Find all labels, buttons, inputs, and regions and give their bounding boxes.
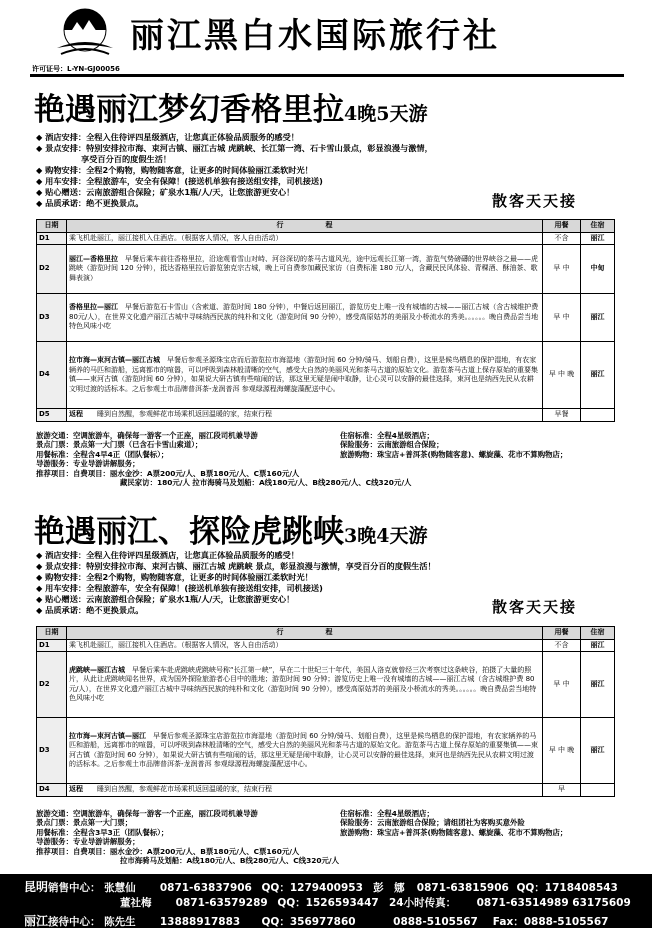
info-line: 旅游购物：珠宝店+普洱茶(购物随客意)、螺旋藻、花市不算购物店； [340, 827, 568, 837]
hotel-cell: 丽江 [581, 639, 615, 652]
tour2-bullet: ◆ 品质承诺：绝不更换景点。 [36, 605, 144, 615]
tour1-bullet: ◆ 购物安排：全程2个购物，购物随客意，让更多的时间体验丽江柔软时光！ [36, 165, 313, 175]
divider [30, 74, 624, 77]
tour2-info-left [36, 809, 339, 865]
hotel-cell: 丽江 [581, 342, 615, 409]
license-number: 许可证号：L-YN-GJ00056 [32, 65, 120, 73]
meal-cell: 早 [543, 784, 581, 797]
tour1-info-right [340, 431, 567, 459]
day-label: D2 [37, 245, 67, 294]
info-line: 保险服务：云南旅游组合保险；请组团社为客购买意外险 [340, 818, 525, 828]
day-text: 乘飞机赴丽江，丽江接机入住酒店。（根据客人情况，客人自由活动） [67, 639, 543, 652]
tour1-bullets [36, 132, 433, 209]
tour2-bullet: ◆ 用车安排：全程旅游车，安全有保障！(接送机单独有接送组安排，司机接送) [36, 583, 323, 593]
day-text: 早餐后乘车赴虎跳峡虎跳峡号称“长江第一峡”，早在二十世纪三十年代，美国人洛克就曾经三次考察过这条峡谷，拍摄了大量的照片，从此让虎跳峡闻名世界，成为国外探险旅游者心目中的胜地；游览时间 90 分钟；游览历史上唯一没有城墙的古城——丽江古城（含古城维护费 80元/人），在世界文化遗产丽江古城中寻味纳西民族的纯朴和文化（游览时间 90 分钟），感受高原姑苏的美丽及小桥流水的秀美。。。。。。晚自费品尝当地特色风味小吃 [69, 665, 537, 702]
day-route: 返程 [69, 410, 83, 418]
contact-qq: QQ：1279400953 [261, 882, 363, 894]
contact-phone: 0871-63579289 [175, 897, 268, 909]
info-line: 景点门票：景点第一大门票； [36, 818, 133, 828]
day-cell [67, 784, 543, 797]
day-text: 早餐后参观圣源珠宝店游览拉市海湿地（游览时间 60 分钟/骑马、划船自费），这里是候鸟栖息的保护湿地，有农家辆养的马匹和游船，远离都市的喧嚣，可以呼吸到森林般清晰的空气，感受大自然的美丽风光和茶马古道的原始文化。游览茶马古道上保存原始的重要集镇——束河古镇（游览时间 60 分钟），如果说大研古镇有些喧闹的话，那这里无疑是闹中取静，让心灵可以安静的最佳选择，束河也是纳西先民从农耕文明过渡的活标本。之后参观土市品牌普洱茶-龙润普洱 参观绿源程海螺旋藻配送中心。 [69, 731, 538, 768]
contact-qq: QQ：356977860 [261, 916, 356, 928]
contact-name: 彭 娜 [373, 882, 405, 894]
header-date: 日期 [37, 220, 67, 233]
day-label: D3 [37, 718, 67, 784]
table-row [37, 232, 615, 245]
tour1-bullet: ◆ 酒店安排：全程入住待评四星级酒店，让您真正体验品质服务的感受！ [36, 132, 299, 142]
tour1-bullet: ◆ 贴心赠送：云南旅游组合保险；矿泉水1瓶/人/天，让您旅游更安心！ [36, 187, 295, 197]
contact-qq: QQ：1526593447 [277, 897, 379, 909]
fax-label: 24小时传真： [388, 897, 457, 909]
tour2-bullet: ◆ 购物安排：全程2个购物，购物随客意，让更多的时间体验丽江柔软时光！ [36, 572, 313, 582]
day-label: D2 [37, 652, 67, 718]
day-text: 睡到自然醒，参观鲜花市场乘机返回温暖的家，结束行程 [97, 410, 272, 418]
tour1-itinerary-table [36, 219, 615, 422]
info-line: 导游服务：专业导游讲解服务； [36, 837, 140, 847]
meal-cell: 早餐 [543, 409, 581, 422]
header-meal: 用餐 [543, 627, 581, 640]
contact-phone: 0871-63837906 [159, 882, 252, 894]
tour1-daily-badge: 散客天天接 [492, 192, 578, 210]
header-itinerary: 行 程 [67, 220, 543, 233]
info-line: 导游服务：专业导游讲解服务； [36, 459, 140, 469]
footer-row-kunming-2 [24, 895, 631, 910]
hotel-cell: 丽江 [581, 232, 615, 245]
info-line: 推荐项目：自费项目：丽水金沙：A票200元/人、B票180元/人、C票160元/人 [36, 468, 300, 478]
meal-cell: 早 中 [543, 245, 581, 294]
info-line: 住宿标准：全程4星级酒店； [340, 809, 434, 818]
tour1-bullet: ◆ 景点安排：特别安排拉市海、束河古镇、丽江古城 虎跳峡、长江第一湾、石卡雪山景点，彰显浪漫与激情， [36, 143, 433, 153]
meal-cell: 早 中 [543, 652, 581, 718]
meal-cell: 早 中 晚 [543, 718, 581, 784]
table-row [37, 245, 615, 294]
tour2-itinerary-table [36, 626, 615, 797]
hotel-cell: 丽江 [581, 294, 615, 342]
day-route: 丽江—香格里拉 [69, 254, 118, 263]
day-label: D1 [37, 232, 67, 245]
day-text: 乘飞机赴丽江，丽江接机入住酒店。（根据客人情况，客人自由活动） [67, 232, 543, 245]
header-meal: 用餐 [543, 220, 581, 233]
info-line: 拉市海骑马及划船：A线180元/人、B线280元/人、C线320元/人 [120, 856, 339, 866]
day-route: 拉市海—束河古镇—丽江 [69, 731, 146, 740]
table-header-row [37, 627, 615, 640]
tour2-bullet: ◆ 景点安排：特别安排拉市海、束河古镇、丽江古城 虎跳峡 景点，彰显浪漫与激情，享受百分百的度假生活！ [36, 561, 436, 571]
info-line: 旅游交通：空调旅游车，确保每一游客一个正座，丽江段司机兼导游 [36, 809, 258, 818]
meal-cell: 早 中 晚 [543, 342, 581, 409]
hotel-cell [581, 784, 615, 797]
table-row [37, 784, 615, 797]
header-hotel: 住宿 [581, 627, 615, 640]
contact-phone: 13888917883 [159, 916, 241, 928]
table-header-row [37, 220, 615, 233]
meal-cell: 不含 [543, 639, 581, 652]
hotel-cell [581, 409, 615, 422]
day-text: 早餐后游览石卡雪山（含索道、游览时间 180 分钟），中餐后返回丽江，游览历史上唯一没有城墙的古城——丽江古城（含古城维护费 80元/人），在世界文化遗产丽江古城中寻味纳西民族的纯朴和文化（游览时间 90 分钟），感受高原姑苏的美丽及小桥流水的秀美。。。。。。晚自费品尝当地特色风味小吃 [69, 303, 539, 331]
contact-phone: 0888-5105567 [393, 916, 478, 928]
tour1-title-suffix: 4晚5天游 [344, 103, 428, 125]
contact-footer [0, 874, 652, 928]
tour1-bullet: 享受百分百的度假生活！ [81, 154, 172, 164]
day-route: 香格里拉—丽江 [69, 303, 118, 312]
tour2-title-suffix: 3晚4天游 [344, 525, 428, 547]
tour1-title [34, 84, 427, 129]
info-line: 藏民家访：180元/人 拉市海骑马及划船：A线180元/人、B线280元/人、C线320元/人 [120, 478, 412, 488]
fax-number: 0871-63514989 63175609 [476, 897, 631, 909]
table-row [37, 342, 615, 409]
day-route: 拉市海—束河古镇—丽江古城 [69, 356, 160, 364]
hotel-cell: 中甸 [581, 245, 615, 294]
info-line: 旅游交通：空调旅游车，确保每一游客一个正座，丽江段司机兼导游 [36, 431, 258, 440]
info-line: 保险服务：云南旅游组合保险； [340, 440, 444, 450]
day-cell [67, 718, 543, 784]
table-row [37, 718, 615, 784]
day-cell [67, 409, 543, 422]
info-line: 用餐标准：全程含3早3正（团队餐标）； [36, 827, 169, 837]
tour1-bullet: ◆ 用车安排：全程旅游车，安全有保障！(接送机单独有接送组安排，司机接送) [36, 176, 323, 186]
day-cell [67, 342, 543, 409]
center-label: 销售中心： [48, 882, 101, 894]
tour2-bullets [36, 550, 436, 616]
header-itinerary: 行 程 [67, 627, 543, 640]
tour2-daily-badge: 散客天天接 [492, 598, 578, 616]
header-date: 日期 [37, 627, 67, 640]
day-route: 虎跳峡—丽江古城 [69, 665, 125, 674]
company-name: 丽江黑白水国际旅行社 [130, 16, 500, 56]
day-label: D3 [37, 294, 67, 342]
table-row [37, 639, 615, 652]
header-hotel: 住宿 [581, 220, 615, 233]
info-line: 景点门票：景点第一大门票（已含石卡雪山索道）； [36, 440, 203, 450]
day-text: 早餐后参观圣源珠宝店而后游览拉市海湿地（游览时间 60 分钟/骑马、划船自费），这里是候鸟栖息的保护湿地，有农家辆养的马匹和游船，远离都市的喧嚣，可以呼吸到森林般清晰的空气，感受大自然的美丽风光和茶马古道的原始文化。游览茶马古道上保存原始的重要集镇——束河古镇（游览时间 60 分钟），如果说大研古镇有些喧闹的话，那这里无疑是闹中取静，让心灵可以安静的最佳选择，束河也是纳西先民从农耕文明过渡的活标本。之后参观土市品牌普洱茶-龙润普洱 参观绿源程海螺旋藻配送中心。 [69, 356, 538, 393]
city-label: 丽江 [24, 914, 49, 928]
contact-phone: 0871-63815906 [416, 882, 509, 894]
tour2-info-right [340, 809, 567, 837]
meal-cell: 早 中 [543, 294, 581, 342]
hotel-cell: 丽江 [581, 652, 615, 718]
tour1-title-main: 艳遇丽江梦幻香格里拉 [34, 92, 344, 128]
day-text: 睡到自然醒，参观鲜花市场乘机返回温暖的家，结束行程 [97, 785, 272, 793]
day-cell [67, 652, 543, 718]
meal-cell: 不含 [543, 232, 581, 245]
tour2-bullet: ◆ 贴心赠送：云南旅游组合保险；矿泉水1瓶/人/天，让您旅游更安心！ [36, 594, 295, 604]
contact-name: 董社梅 [120, 897, 152, 909]
tour2-title [34, 506, 427, 551]
day-text: 早餐后乘车前往香格里拉，沿途观看雪山对峙、河谷深切的茶马古道风光，途中远观长江第一湾，游览气势磅礴的世界峡谷之最——虎跳峡（游览时间 120 分钟），抵达香格里拉后游览独克宗古城，晚上可自费参加藏民家访（自费标准 180 元/人，含藏民民风体验、青稞酒、酥油茶、歌舞表演） [69, 254, 538, 282]
tour1-bullet: ◆ 品质承诺：绝不更换景点。 [36, 198, 144, 208]
contact-name: 陈先生 [104, 916, 136, 928]
day-cell [67, 245, 543, 294]
center-label: 接待中心： [48, 916, 101, 928]
hotel-cell: 丽江 [581, 718, 615, 784]
footer-row-lijiang [24, 912, 608, 928]
contact-name: 张慧仙 [104, 882, 136, 894]
day-cell [67, 294, 543, 342]
city-label: 昆明 [24, 880, 49, 894]
tour2-title-main: 艳遇丽江、探险虎跳峡 [34, 514, 344, 550]
table-row [37, 294, 615, 342]
info-line: 用餐标准：全程含4早4正（团队餐标）； [36, 449, 169, 459]
fax-number: Fax：0888-5105567 [492, 916, 609, 928]
day-label: D4 [37, 342, 67, 409]
contact-qq: QQ：1718408543 [516, 882, 618, 894]
mountain-moon-logo-icon [55, 8, 115, 60]
info-line: 住宿标准：全程4星级酒店； [340, 431, 434, 440]
table-row [37, 652, 615, 718]
table-row [37, 409, 615, 422]
day-label: D4 [37, 784, 67, 797]
day-route: 返程 [69, 785, 83, 793]
info-line: 旅游购物：珠宝店+普洱茶(购物随客意)、螺旋藻、花市不算购物店； [340, 449, 568, 459]
day-label: D5 [37, 409, 67, 422]
day-label: D1 [37, 639, 67, 652]
info-line: 推荐项目：自费项目：丽水金沙：A票200元/人、B票180元/人、C票160元/人 [36, 846, 300, 856]
tour2-bullet: ◆ 酒店安排：全程入住待评四星级酒店，让您真正体验品质服务的感受！ [36, 550, 299, 560]
footer-row-kunming [24, 878, 618, 895]
